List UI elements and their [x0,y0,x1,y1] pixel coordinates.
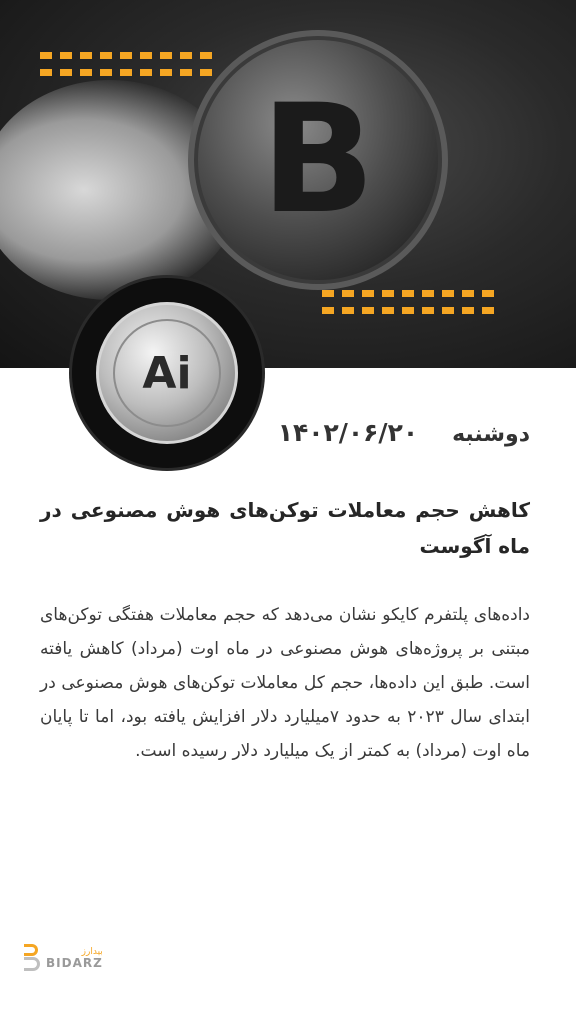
brand-name-en: BIDARZ [46,955,103,970]
ai-coin-badge [72,278,262,468]
orange-dots-pattern [40,52,212,76]
brand-name-fa: بیدارز [81,946,103,957]
orange-dots-pattern [322,290,494,314]
post-day: دوشنبه [452,422,530,447]
post-headline: کاهش حجم معاملات توکن‌های هوش مصنوعی در ماه آگوست [40,498,530,558]
post-date: ۱۴۰۲/۰۶/۲۰ [277,418,419,447]
bidarz-logo-icon [24,944,42,972]
ai-coin-label: Ai [142,347,192,399]
ai-coin-icon [96,302,238,444]
bitcoin-coin-image [188,30,448,290]
post-body: داده‌های پلتفرم کایکو نشان می‌دهد که حجم معاملات هفتگی توکن‌های مبتنی بر پروژه‌های هوش مصنوعی در ماه اوت (مرداد) کاهش یافته است. طبق این داده‌ها، حجم کل معاملات توکن‌های هوش مصنوعی در ابتدای سال ۲۰۲۳ به حدود ۷میلیارد دلار افزایش یافته بود، اما تا پایان ماه اوت (مرداد) به کمتر از یک میلیارد دلار رسیده است. [40,605,530,761]
bitcoin-symbol: B [260,73,376,247]
post-date-row [278,418,530,447]
hero-image [0,0,576,368]
bidarz-logo [24,944,103,972]
